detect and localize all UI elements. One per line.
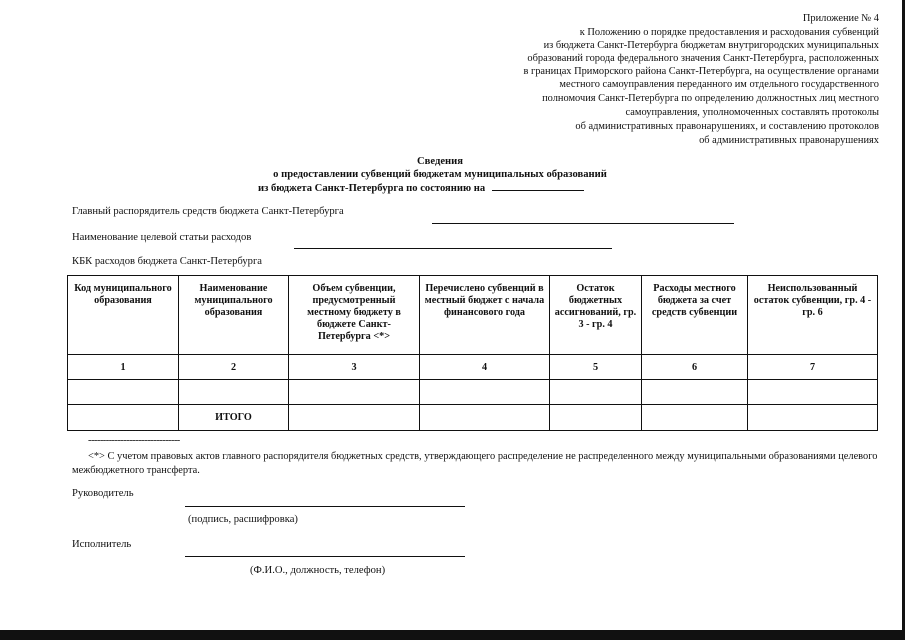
executor-label: Исполнитель — [72, 539, 132, 550]
appendix-line: об административных правонарушениях — [699, 135, 879, 146]
table-cell[interactable] — [550, 405, 642, 431]
column-number-row — [68, 355, 878, 380]
scan-border — [0, 630, 905, 640]
appendix-line: самоуправления, уполномоченных составлять протоколы — [625, 107, 879, 118]
main-manager-field[interactable] — [432, 223, 734, 224]
table-cell[interactable] — [289, 405, 420, 431]
column-number: 5 — [550, 355, 642, 380]
target-item-label: Наименование целевой статьи расходов — [72, 232, 252, 243]
appendix-line: об административных правонарушениях, и составлению протоколов — [575, 121, 879, 132]
appendix-line: из бюджета Санкт-Петербурга бюджетам внутригородских муниципальных — [543, 40, 879, 51]
total-row — [68, 405, 878, 431]
report-date-field[interactable] — [492, 181, 584, 191]
table-cell[interactable] — [68, 380, 179, 405]
appendix-label: Приложение № 4 — [802, 13, 879, 24]
document-subtitle: о предоставлении субвенций бюджетам муниципальных образований — [273, 169, 607, 180]
head-signature-field[interactable] — [185, 506, 465, 507]
column-number: 1 — [68, 355, 179, 380]
column-header: Расходы местного бюджета за счет средств субвенции — [642, 276, 748, 355]
column-header: Объем субвенции, предусмотренный местному бюджету в бюджете Санкт-Петербурга <*> — [289, 276, 420, 355]
appendix-line: в границах Приморского района Санкт-Петербурга, на осуществление органами — [523, 66, 879, 77]
total-label: ИТОГО — [179, 405, 289, 431]
table-cell[interactable] — [420, 380, 550, 405]
executor-signature-field[interactable] — [185, 556, 465, 557]
table-cell[interactable] — [420, 405, 550, 431]
table-row — [68, 380, 878, 405]
column-header: Остаток бюджетных ассигнований, гр. 3 - гр. 4 — [550, 276, 642, 355]
table-cell[interactable] — [642, 380, 748, 405]
table-cell[interactable] — [550, 380, 642, 405]
table-header-row — [68, 276, 878, 355]
column-header: Перечислено субвенций в местный бюджет с начала финансового года — [420, 276, 550, 355]
column-number: 2 — [179, 355, 289, 380]
column-number: 4 — [420, 355, 550, 380]
column-number: 3 — [289, 355, 420, 380]
main-manager-label: Главный распорядитель средств бюджета Санкт-Петербурга — [72, 206, 344, 217]
column-header: Код муниципального образования — [68, 276, 179, 355]
table-cell[interactable] — [748, 405, 878, 431]
footnote-text: <*> С учетом правовых актов главного распорядителя бюджетных средств, утверждающего распределение не распределенного между муниципальными образованиями целевого межбюджетного трансферта. — [72, 451, 878, 476]
executor-caption: (Ф.И.О., должность, телефон) — [250, 565, 386, 576]
head-caption: (подпись, расшифровка) — [188, 514, 298, 525]
date-prefix: из бюджета Санкт-Петербурга по состоянию на — [258, 183, 486, 194]
table-cell[interactable] — [289, 380, 420, 405]
table-cell[interactable] — [179, 380, 289, 405]
appendix-line: полномочия Санкт-Петербурга по определению должностных лиц местного — [542, 93, 879, 104]
column-number: 7 — [748, 355, 878, 380]
target-item-field[interactable] — [294, 248, 612, 249]
footnote-separator: ------------------------------- — [88, 435, 180, 446]
column-header: Неиспользованный остаток субвенции, гр. 4 - гр. 6 — [748, 276, 878, 355]
kbk-label: КБК расходов бюджета Санкт-Петербурга — [72, 256, 263, 267]
column-header: Наименование муниципального образования — [179, 276, 289, 355]
appendix-line: местного самоуправления переданного им отдельного государственного — [559, 79, 879, 90]
table-cell[interactable] — [642, 405, 748, 431]
document-subtitle-date — [258, 181, 584, 194]
appendix-line: образований города федерального значения Санкт-Петербурга, расположенных — [527, 53, 879, 64]
table-cell[interactable] — [748, 380, 878, 405]
column-number: 6 — [642, 355, 748, 380]
appendix-line: к Положению о порядке предоставления и расходования субвенций — [579, 27, 879, 38]
head-label: Руководитель — [72, 488, 134, 499]
table-cell[interactable] — [68, 405, 179, 431]
subvention-table — [67, 275, 878, 431]
document-title: Сведения — [417, 156, 463, 167]
